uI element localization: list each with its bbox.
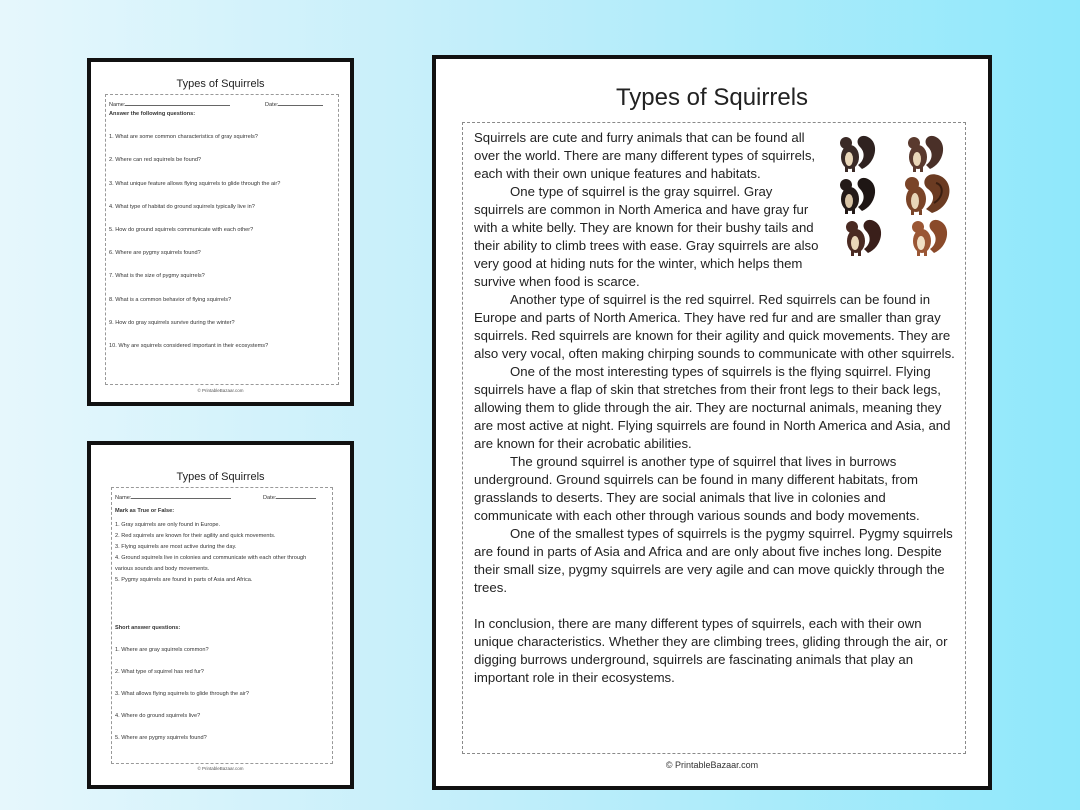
squirrel-icon [840,178,875,214]
question-item: 6. Where are pygmy squirrels found? [109,250,201,256]
true-false-heading: Mark as True or False: [115,508,175,514]
true-false-item: 3. Flying squirrels are most active during the day. [115,544,237,550]
short-answer-item: 3. What allows flying squirrels to glide through the air? [115,691,250,697]
true-false-worksheet-thumbnail [87,441,354,789]
name-field: Name: [115,492,231,501]
question-item: 5. How do ground squirrels communicate with each other? [109,227,254,233]
question-item: 7. What is the size of pygmy squirrels? [109,273,205,279]
passage-paragraph: One type of squirrel is the gray squirrel. Gray squirrels are common in North America and have gray fur with a white belly. They are known for their bushy tails and their ability to climb trees with ease. Gray squirrels are also very good at hiding nuts for the winter, which helps them survive when food is scarce. [474,184,819,289]
worksheet-footer: © PrintableBazaar.com [197,766,244,771]
page-title: Types of Squirrels [615,84,809,111]
passage-paragraph: Another type of squirrel is the red squirrel. Red squirrels can be found in Europe and parts of North America. They have red fur and are smaller than gray squirrels. Red squirrels are known for their agility and quick movements. They are also very vocal, often making chirping sounds to communicate with other squirrels. [474,292,955,361]
squirrels-illustration [834,131,958,259]
passage-text [474,129,958,687]
true-false-item: 1. Gray squirrels are only found in Europe. [115,522,221,528]
worksheet-footer: © PrintableBazaar.com [197,388,244,393]
passage-paragraph: One of the smallest types of squirrels is the pygmy squirrel. Pygmy squirrels are found in parts of Asia and Africa and are only about five inches long. Despite their small size, pygmy squirrels are very agile and can move quickly through the trees. [474,526,953,595]
squirrel-icon [912,220,947,256]
true-false-item: 2. Red squirrels are known for their agility and quick movements. [115,533,276,539]
squirrel-icon [908,136,943,172]
true-false-item: various sounds and body movements. [115,566,210,572]
short-answer-item: 1. Where are gray squirrels common? [115,647,209,653]
question-item: 10. Why are squirrels considered important in their ecosystems? [109,343,269,349]
passage-paragraph: One of the most interesting types of squirrels is the flying squirrel. Flying squirrels have a flap of skin that stretches from their front legs to their back legs, allowing them to glide through the air. They are nocturnal animals, meaning they are most active at night. Flying squirrels are found in North America and Asia, and are known for their acrobatic abilities. [474,364,951,451]
question-item: 1. What are some common characteristics of gray squirrels? [109,134,258,140]
question-item: 2. Where can red squirrels be found? [109,157,202,163]
date-field: Date: [263,492,316,501]
true-false-item: 4. Ground squirrels live in colonies and communicate with each other through [115,555,307,561]
name-field: Name: [109,99,230,108]
question-item: 3. What unique feature allows flying squirrels to glide through the air? [109,181,281,187]
worksheet-instructions: Answer the following questions: [109,111,196,117]
page-footer: © PrintableBazaar.com [665,760,759,770]
worksheet-title: Types of Squirrels [176,78,265,90]
passage-paragraph: Squirrels are cute and furry animals that can be found all over the world. There are many different types of squirrels, each with their own unique features and habitats. [474,130,816,181]
reading-passage-page [432,55,992,790]
questions-worksheet-thumbnail [87,58,354,406]
worksheet-title: Types of Squirrels [176,471,265,483]
conclusion-paragraph: In conclusion, there are many different types of squirrels, each with their own unique characteristics. Whether they are climbing trees, gliding through the air, or digging burrows underground, squirrels are fascinating animals that play an important role in their ecosystems. [474,616,948,685]
date-field: Date: [265,99,323,108]
question-item: 9. How do gray squirrels survive during the winter? [109,320,235,326]
question-item: 4. What type of habitat do ground squirrels typically live in? [109,204,255,210]
short-answer-item: 5. Where are pygmy squirrels found? [115,735,207,741]
short-answer-heading: Short answer questions: [115,625,181,631]
true-false-item: 5. Pygmy squirrels are found in parts of Asia and Africa. [115,577,253,583]
short-answer-item: 4. Where do ground squirrels live? [115,713,201,719]
passage-paragraph: The ground squirrel is another type of squirrel that lives in burrows underground. Ground squirrels can be found in many different habitats, from grasslands to deserts. They are social animals that live in colonies and communicate with each other through various sounds and body movements. [474,454,920,523]
squirrel-icon [846,220,881,256]
squirrel-icon [905,174,949,215]
question-item: 8. What is a common behavior of flying squirrels? [109,297,232,303]
short-answer-item: 2. What type of squirrel has red fur? [115,669,204,675]
squirrel-icon [840,136,875,172]
